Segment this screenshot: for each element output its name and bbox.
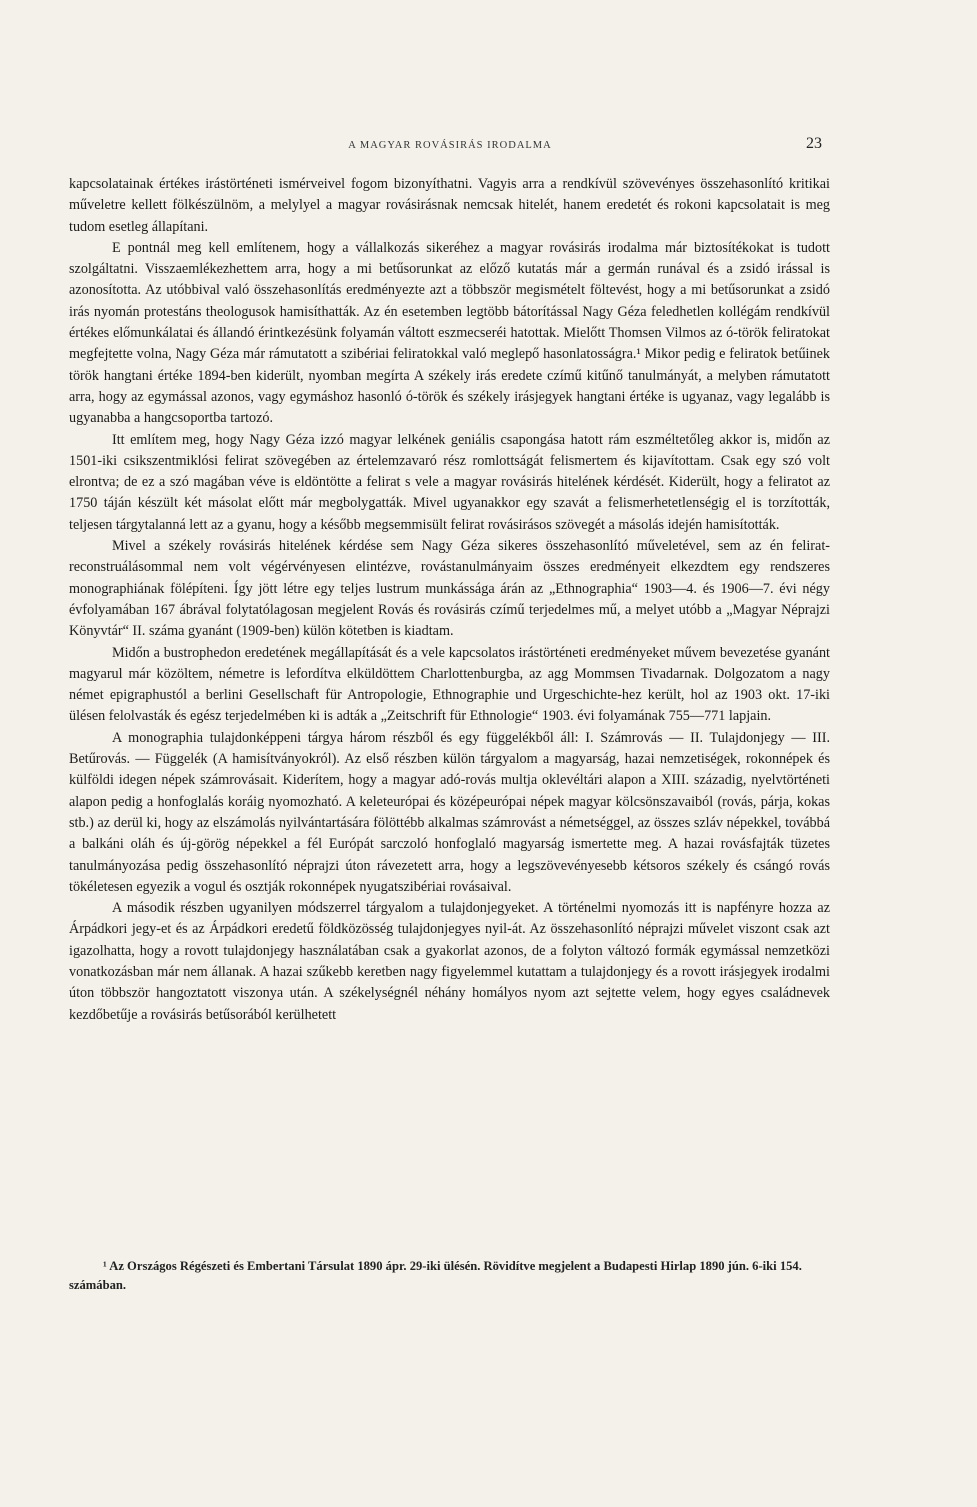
paragraph: Mivel a székely rovásirás hitelének kérdése sem Nagy Géza sikeres összehasonlító műveletével, sem az én felirat-reconstruálásommal nem volt végérvényesen elintézve, rovástanulmányaim összes eredményeit elkezdtem egy rendszeres monographiának fölépíteni. Így jött létre egy teljes lustrum munkássága árán az „Ethnographia“ 1903—4. és 1906—7. évi négy évfolyamában 167 ábrával folytatólagosan megjelent Rovás és rovásirás czímű terjedelmes mű, a melyet utóbb a „Magyar Néprajzi Könyvtár“ II. száma gyanánt (1909-ben) külön kötetben is kiadtam. [69,538,830,640]
body-text [69,174,830,1026]
paragraph: A második részben ugyanilyen módszerrel tárgyalom a tulajdonjegyeket. A történelmi nyomozás itt is napfényre hozza az Árpádkori jegy-et és az Árpádkori eredetű földközösség tulajdonjegyes nyil-át. Az összehasonlító néprajzi művelet viszont csak azt igazolhatta, hogy a rovott tulajdonjegy használatában csak a gyakorlat azonos, de a folyton változó formák egymással nemzetközi vonatkozásban már nem állanak. A hazai szűkebb keretben nagy figyelemmel kutattam a tulajdonjegy és a rovott irásjegyek irodalmi úton többször hangoztatott viszonya után. A székelységnél néhány homályos nyom azt sejtette velem, hogy egyes családnevek kezdőbetűje a rovásirás betűsorából kerülhetett [69,900,830,1023]
paragraph: E pontnál meg kell említenem, hogy a vállalkozás sikeréhez a magyar rovásirás irodalma már biztosítékokat is tudott szolgáltatni. Visszaemlékezhettem arra, hogy a mi betűsorunkat az előző kutatás már a germán runával és a zsidó irással is azonosította. Az utóbbival való összehasonlítás eredményezte azt a többször megismételt föltevést, hogy a mi betűsorunkat a zsidó irás nyomán protestáns theologusok hamisíthatták. Az én esetemben legtöbb bátorítással Nagy Géza feledhetlen kollégám rendkívül értékes előmunkálatai és állandó érintkezésünk folyamán váltott eszmecseréi hatottak. Mielőtt Thomsen Vilmos az ó-török feliratokat megfejtette volna, Nagy Géza már rámutatott a szibériai feliratokkal való meglepő hasonlatosságra.¹ Mikor pedig e feliratok betűinek török hangtani értéke 1894-ben kiderült, nyomban megírta A székely irás eredete czímű kitűnő tanulmányát, a melyben rámutatott arra, hogy az egymással azonos, vagy egymáshoz hasonló ó-török és székely irásjegyek hangtani értéke is ugyanaz, vagy legalább is ugyanabba a hangcsoportba tartozó. [69,239,830,427]
page-number: 23 [806,135,822,152]
footnotes [69,1257,830,1295]
running-title: A MAGYAR ROVÁSIRÁS IRODALMA [348,140,552,151]
footnote: ¹ Az Országos Régészeti és Embertani Társulat 1890 ápr. 29-iki ülésén. Rövidítve megjelent a Budapesti Hirlap 1890 jún. 6-iki 154. számában. [69,1259,802,1292]
paragraph: A monographia tulajdonképpeni tárgya három részből és egy függelékből áll: I. Számrovás — II. Tulajdonjegy — III. Betűrovás. — Függelék (A hamisítványokról). Az első részben külön tárgyalom a magyarság, hazai nemzetiségek, rokonnépek és külföldi idegen népek számrovásait. Kiderítem, hogy a magyar adó-rovás multja oklevéltári alapon a XIII. századig, nyelvtörténeti alapon pedig a honfoglalás koráig nyomozható. A keleteurópai és középeurópai népek magyar kölcsönszavaiból (rovás, párja, kokas stb.) az derül ki, hogy az elszámolás nyilvántartására fölöttébb alkalmas számrovást a németséggel, az összes szláv népekkel, továbbá a balkáni oláh és új-görög népekkel a fél Európát sarczoló honfoglaló magyarság ismertette meg. A hazai rovásfajták tüzetes tanulmányozása pedig összehasonlító néprajzi úton rávezetett arra, hogy a legszövevényesebb kétsoros székely és csángó rovás tökéletesen egyezik a vogul és osztják rokonnépek nyugatszibériai rovásaival. [69,729,830,895]
paragraph: Itt említem meg, hogy Nagy Géza izzó magyar lelkének geniális csapongása hatott rám eszméltetőleg akkor is, midőn az 1501-iki csikszentmiklósi felirat szövegében az értelemzavaró rész romlottságát felismertem és kijavítottam. Csak egy szó volt elrontva; de ez a szó magában véve is eldöntötte a felirat s vele a magyar rovásirás hitelének kérdését. Kiderült, hogy a feliratot az 1750 táján készült két másolat előtt már megbolygatták. Mivel ugyanakkor egy szavát a felismerhetetlenségig el is torzították, teljesen tárgytalanná lett az a gyanu, hogy a később megsemmisült felirat rovásirásos szövegét a másolás idején hamisították. [69,431,830,533]
running-head [0,135,977,158]
paragraph: Midőn a bustrophedon eredetének megállapítását és a vele kapcsolatos irástörténeti eredményeket művem bevezetése gyanánt magyarul már közöltem, németre is lefordítva elküldöttem Charlottenburgba, az agg Mommsen Tivadarnak. Dolgozatom a nagy német epigraphustól a berlini Gesellschaft für Antropologie, Ethnographie und Urgeschichte-hez került, hol az 1903 okt. 17-iki ülésen felolvasták és egész terjedelmében ki is adták a „Zeitschrift für Ethnologie“ 1903. évi folyamának 755—771 lapjain. [69,644,830,725]
paragraph: kapcsolatainak értékes irástörténeti ismérveivel fogom bizonyíthatni. Vagyis arra a rendkívül szövevényes összehasonlító kritikai műveletre kellett fölkészülnöm, a melylyel a magyar rovásirásnak nemcsak hitelét, hanem eredetét és rokoni kapcsolatait is meg tudom esetleg állapítani. [69,176,830,235]
